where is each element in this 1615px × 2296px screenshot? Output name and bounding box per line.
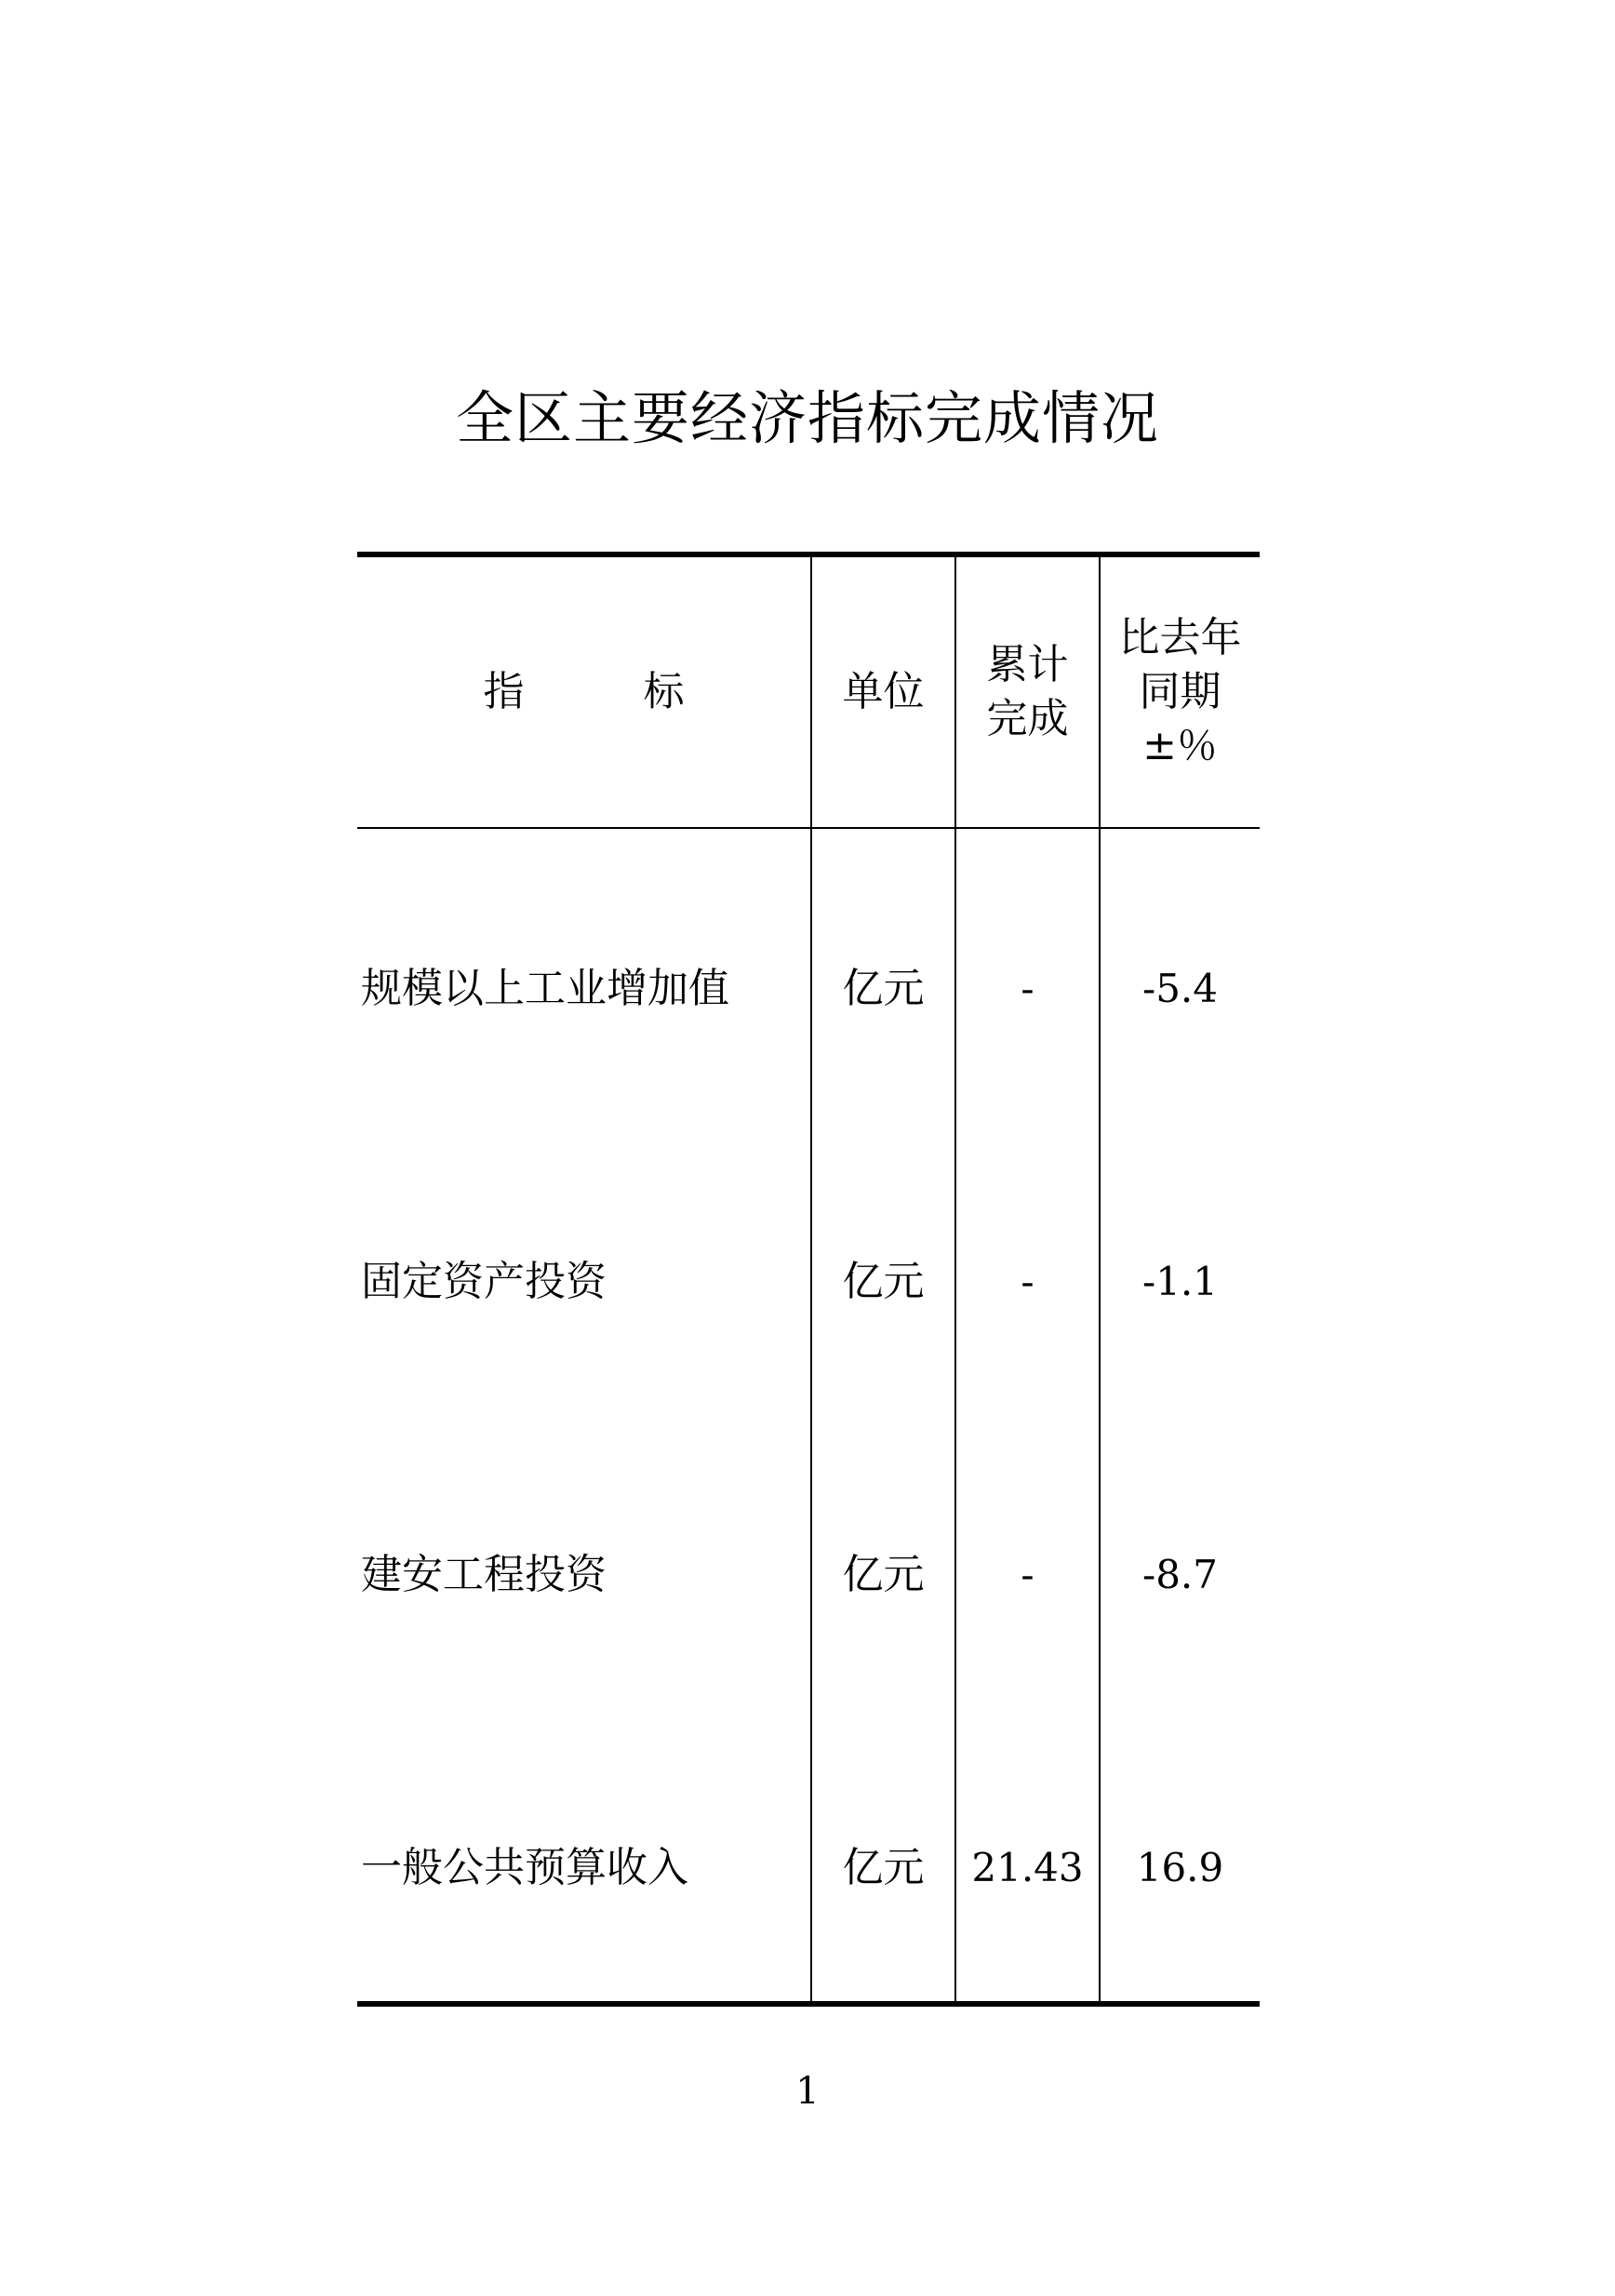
header-cumulative-line: 累计: [986, 641, 1069, 688]
row-unit: 亿元: [842, 1844, 925, 1891]
page-number: 1: [795, 2070, 820, 2113]
header-indicator-part: 指: [483, 668, 525, 715]
header-cumulative-line: 完成: [986, 695, 1069, 742]
row-indicator: 一般公共预算收入: [361, 1844, 688, 1891]
row-yoy: -8.7: [1142, 1552, 1218, 1597]
row-unit: 亿元: [842, 1551, 925, 1598]
header-cumulative: [956, 557, 1099, 827]
indicator-table: [357, 552, 1260, 2007]
row-yoy: 16.9: [1136, 1845, 1224, 1890]
header-yoy-line: ±％: [1142, 722, 1218, 769]
row-yoy: -5.4: [1142, 966, 1218, 1011]
header-yoy-line: 同期: [1139, 668, 1221, 715]
header-yoy-line: 比去年: [1118, 614, 1242, 661]
header-bottom-rule: [357, 827, 1260, 829]
row-cumulative: -: [1021, 1259, 1034, 1304]
page-title: 全区主要经济指标完成情况: [455, 384, 1159, 452]
row-cumulative: -: [1021, 1552, 1034, 1597]
header-indicator-part: 标: [643, 668, 685, 715]
header-yoy: [1101, 557, 1260, 827]
row-yoy: -1.1: [1142, 1259, 1218, 1304]
row-cumulative: -: [1021, 966, 1034, 1011]
header-unit: 单位: [842, 668, 925, 715]
row-indicator: 规模以上工业增加值: [361, 965, 729, 1012]
row-indicator: 建安工程投资: [361, 1551, 607, 1598]
table-bottom-rule: [357, 2001, 1260, 2007]
row-cumulative: 21.43: [971, 1845, 1084, 1890]
header-indicator: [357, 557, 810, 827]
row-unit: 亿元: [842, 1258, 925, 1305]
row-indicator: 固定资产投资: [361, 1258, 607, 1305]
row-unit: 亿元: [842, 965, 925, 1012]
